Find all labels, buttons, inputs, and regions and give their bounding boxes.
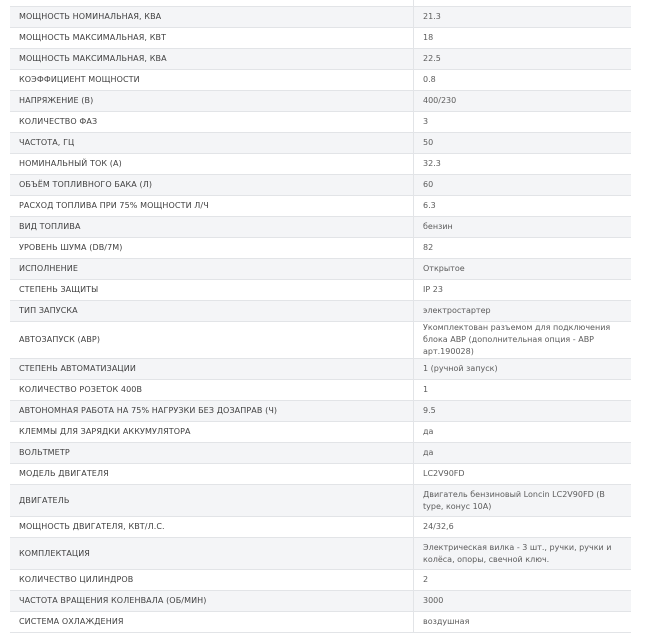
table-row	[10, 485, 631, 517]
spec-name: КОЛИЧЕСТВО ЦИЛИНДРОВ	[10, 570, 414, 591]
spec-value: LC2V90FD	[414, 464, 632, 485]
table-row	[10, 175, 631, 196]
spec-name: КОЭФФИЦИЕНТ МОЩНОСТИ	[10, 70, 414, 91]
spec-value: электростартер	[414, 301, 632, 322]
table-row	[10, 217, 631, 238]
table-row	[10, 464, 631, 485]
spec-value: бензин	[414, 217, 632, 238]
spec-name: ВИД ТОПЛИВА	[10, 217, 414, 238]
table-row	[10, 322, 631, 359]
spec-name: СТЕПЕНЬ ЗАЩИТЫ	[10, 280, 414, 301]
table-row	[10, 70, 631, 91]
table-row	[10, 133, 631, 154]
table-row	[10, 154, 631, 175]
spec-value: Электрическая вилка - 3 шт., ручки, ручки и колёса, опоры, свечной ключ.	[414, 538, 632, 570]
spec-value: 9.5	[414, 401, 632, 422]
spec-value: 21.3	[414, 7, 632, 28]
spec-name: ТИП ЗАПУСКА	[10, 301, 414, 322]
specifications-table	[10, 6, 631, 633]
spec-name: МОЩНОСТЬ МАКСИМАЛЬНАЯ, КВТ	[10, 28, 414, 49]
spec-name: НОМИНАЛЬНЫЙ ТОК (А)	[10, 154, 414, 175]
spec-name: ДВИГАТЕЛЬ	[10, 485, 414, 517]
spec-value: Открытое	[414, 259, 632, 280]
spec-name: АВТОЗАПУСК (АВР)	[10, 322, 414, 359]
spec-value: 0.8	[414, 70, 632, 91]
spec-name: МОЩНОСТЬ ДВИГАТЕЛЯ, КВТ/Л.С.	[10, 517, 414, 538]
spec-value: 400/230	[414, 91, 632, 112]
spec-name: НАПРЯЖЕНИЕ (В)	[10, 91, 414, 112]
table-row	[10, 91, 631, 112]
table-row	[10, 7, 631, 28]
spec-name: РАСХОД ТОПЛИВА ПРИ 75% МОЩНОСТИ Л/Ч	[10, 196, 414, 217]
spec-name: СИСТЕМА ОХЛАЖДЕНИЯ	[10, 612, 414, 633]
table-row	[10, 380, 631, 401]
spec-value: да	[414, 443, 632, 464]
spec-value: 1	[414, 380, 632, 401]
spec-value: Укомплектован разъемом для подключения блока АВР (дополнительная опция - АВР арт.190028)	[414, 322, 632, 359]
spec-name: КОЛИЧЕСТВО РОЗЕТОК 400В	[10, 380, 414, 401]
spec-value: 6.3	[414, 196, 632, 217]
table-row	[10, 28, 631, 49]
table-row	[10, 49, 631, 70]
table-row	[10, 196, 631, 217]
table-row	[10, 570, 631, 591]
spec-name: ВОЛЬТМЕТР	[10, 443, 414, 464]
spec-value: 24/32,6	[414, 517, 632, 538]
table-row	[10, 591, 631, 612]
spec-value: 32.3	[414, 154, 632, 175]
table-row	[10, 538, 631, 570]
spec-value: Двигатель бензиновый Loncin LC2V90FD (B type, конус 10A)	[414, 485, 632, 517]
spec-value: 50	[414, 133, 632, 154]
spec-name: МОЩНОСТЬ НОМИНАЛЬНАЯ, КВА	[10, 7, 414, 28]
spec-name: МОДЕЛЬ ДВИГАТЕЛЯ	[10, 464, 414, 485]
spec-value: 3000	[414, 591, 632, 612]
table-row	[10, 301, 631, 322]
spec-value: 2	[414, 570, 632, 591]
spec-name: КОМПЛЕКТАЦИЯ	[10, 538, 414, 570]
spec-name: КОЛИЧЕСТВО ФАЗ	[10, 112, 414, 133]
spec-name: УРОВЕНЬ ШУМА (DB/7М)	[10, 238, 414, 259]
spec-name: СТЕПЕНЬ АВТОМАТИЗАЦИИ	[10, 359, 414, 380]
spec-value: да	[414, 422, 632, 443]
spec-value: 3	[414, 112, 632, 133]
spec-value: 22.5	[414, 49, 632, 70]
spec-name: АВТОНОМНАЯ РАБОТА НА 75% НАГРУЗКИ БЕЗ ДОЗАПРАВ (Ч)	[10, 401, 414, 422]
table-row	[10, 238, 631, 259]
spec-value: 82	[414, 238, 632, 259]
spec-name: ЧАСТОТА, ГЦ	[10, 133, 414, 154]
spec-name: МОЩНОСТЬ МАКСИМАЛЬНАЯ, КВА	[10, 49, 414, 70]
spec-value: 18	[414, 28, 632, 49]
table-row	[10, 401, 631, 422]
table-row	[10, 517, 631, 538]
spec-name: КЛЕММЫ ДЛЯ ЗАРЯДКИ АККУМУЛЯТОРА	[10, 422, 414, 443]
table-row	[10, 359, 631, 380]
spec-value: IP 23	[414, 280, 632, 301]
table-row	[10, 612, 631, 633]
spec-value: воздушная	[414, 612, 632, 633]
spec-name: ИСПОЛНЕНИЕ	[10, 259, 414, 280]
spec-name: ОБЪЁМ ТОПЛИВНОГО БАКА (Л)	[10, 175, 414, 196]
table-row	[10, 280, 631, 301]
table-row	[10, 259, 631, 280]
table-row	[10, 422, 631, 443]
spec-value: 1 (ручной запуск)	[414, 359, 632, 380]
spec-name: ЧАСТОТА ВРАЩЕНИЯ КОЛЕНВАЛА (ОБ/МИН)	[10, 591, 414, 612]
specifications-table-body	[10, 7, 631, 633]
table-row	[10, 112, 631, 133]
table-row	[10, 443, 631, 464]
spec-value: 60	[414, 175, 632, 196]
